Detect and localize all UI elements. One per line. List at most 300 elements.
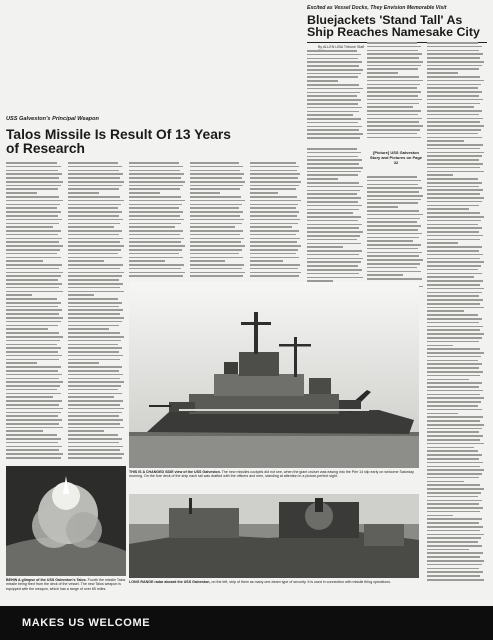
text-line (129, 211, 183, 213)
text-line (427, 103, 480, 105)
text-line (307, 220, 358, 222)
text-line (250, 268, 298, 270)
text-line (129, 234, 180, 236)
text-line (190, 185, 243, 187)
text-line (367, 206, 398, 208)
text-line (307, 129, 359, 131)
ship-caption-text: The new missiles cockpits did not see, when the giant cruiser was easing into the Pier 14 slip early on welcome Saturday morning. On the fore deck of the ship each rail was drafted with the officers and men, standing at attention in a picture-perfect sight. (129, 470, 414, 479)
text-line (250, 264, 300, 266)
text-line (427, 68, 479, 70)
text-line (427, 295, 479, 297)
text-line (307, 133, 363, 135)
text-line (190, 204, 242, 206)
text-line (427, 76, 480, 78)
text-line (6, 215, 58, 217)
text-line (6, 446, 62, 448)
text-line (68, 359, 120, 361)
text-line (68, 230, 122, 232)
text-line (427, 477, 479, 479)
text-line (68, 362, 99, 364)
footer-text: MAKES US WELCOME (22, 617, 151, 629)
text-line (427, 575, 480, 577)
text-line (367, 121, 419, 123)
text-line (367, 184, 418, 186)
text-line (367, 118, 422, 120)
text-line (129, 275, 183, 277)
text-line (427, 322, 479, 324)
text-line (250, 226, 292, 228)
text-line (367, 80, 423, 82)
text-line (250, 181, 301, 183)
text-line (6, 306, 58, 308)
text-line (6, 223, 59, 225)
text-line (307, 92, 360, 94)
text-line (427, 87, 478, 89)
text-line (6, 245, 63, 247)
text-line (367, 53, 422, 55)
text-line (307, 107, 362, 109)
text-line (307, 99, 361, 101)
text-line (427, 125, 484, 127)
text-line (68, 253, 118, 255)
text-line (307, 171, 361, 173)
text-line (427, 57, 480, 59)
text-line (6, 415, 58, 417)
text-line (190, 173, 244, 175)
text-line (68, 396, 114, 398)
left-column-5 (250, 162, 302, 280)
text-line (307, 258, 363, 260)
text-line (6, 287, 59, 289)
text-line (6, 430, 43, 432)
text-line (427, 129, 481, 131)
text-line (307, 265, 358, 267)
text-line (250, 196, 297, 198)
text-line (367, 221, 417, 223)
text-line (367, 225, 421, 227)
text-line (427, 571, 483, 573)
text-line (307, 76, 358, 78)
text-line (68, 374, 123, 376)
text-line (129, 204, 182, 206)
text-line (250, 215, 297, 217)
text-line (6, 291, 63, 293)
text-line (367, 103, 419, 105)
text-line (307, 239, 357, 241)
text-line (6, 347, 61, 349)
text-line (307, 167, 363, 169)
text-line (6, 272, 63, 274)
text-line (68, 170, 119, 172)
text-line (190, 181, 245, 183)
text-line (427, 106, 474, 108)
missile-launch-photo (6, 466, 126, 576)
text-line (427, 333, 484, 335)
text-line (68, 385, 121, 387)
text-line (68, 223, 120, 225)
text-line (427, 171, 484, 173)
text-line (367, 248, 418, 250)
text-line (129, 188, 180, 190)
text-line (68, 162, 118, 164)
text-line (190, 268, 242, 270)
text-line (129, 238, 184, 240)
text-line (68, 275, 122, 277)
text-line (6, 257, 61, 259)
text-line (367, 46, 421, 48)
text-line (6, 177, 59, 179)
text-line (6, 400, 62, 402)
text-line (367, 50, 418, 52)
text-line (6, 207, 57, 209)
text-line (427, 235, 483, 237)
text-line (250, 257, 299, 259)
text-line (6, 162, 57, 164)
missile-caption-lead: BEHIN A glimpse of the USS Galveston's Talos. (6, 578, 87, 582)
text-line (307, 193, 357, 195)
text-line (427, 405, 478, 407)
radar-deck-photo (129, 494, 419, 578)
text-line (6, 294, 32, 296)
text-line (367, 210, 419, 212)
text-line (6, 412, 61, 414)
text-line (367, 72, 398, 74)
text-line (367, 87, 417, 89)
ship-photo-image (129, 282, 419, 468)
text-line (307, 277, 363, 279)
text-line (427, 518, 482, 520)
text-line (190, 215, 240, 217)
text-line (6, 204, 60, 206)
text-line (6, 234, 58, 236)
text-line (68, 408, 124, 410)
text-line (427, 258, 480, 260)
text-line (367, 106, 413, 108)
right-column-5 (367, 176, 424, 290)
radar-photo-caption (129, 580, 419, 600)
text-line (367, 274, 403, 276)
text-line (6, 393, 61, 395)
text-line (190, 223, 242, 225)
text-line (427, 379, 469, 381)
text-line (68, 302, 122, 304)
text-line (68, 430, 104, 432)
text-line (367, 110, 421, 112)
text-line (427, 560, 484, 562)
text-line (68, 355, 123, 357)
text-line (68, 211, 122, 213)
text-line (427, 367, 479, 369)
text-line (307, 84, 359, 86)
text-line (6, 344, 57, 346)
text-line (427, 345, 453, 347)
text-line (68, 200, 124, 202)
text-line (307, 152, 361, 154)
text-line (6, 283, 62, 285)
radar-deck-image (129, 494, 419, 578)
text-line (427, 469, 484, 471)
text-line (367, 237, 419, 239)
text-line (367, 95, 418, 97)
text-line (190, 170, 240, 172)
text-line (190, 226, 235, 228)
text-line (6, 241, 59, 243)
text-line (6, 264, 62, 266)
text-line (6, 359, 59, 361)
text-line (68, 400, 123, 402)
text-line (427, 159, 479, 161)
text-line (427, 466, 480, 468)
text-line (250, 207, 296, 209)
text-line (367, 125, 423, 127)
text-line (68, 279, 119, 281)
text-line (427, 526, 483, 528)
text-line (427, 450, 478, 452)
text-line (6, 449, 59, 451)
text-line (68, 446, 123, 448)
text-line (6, 170, 58, 172)
text-line (307, 73, 361, 75)
text-line (427, 299, 483, 301)
text-line (307, 250, 362, 252)
text-line (68, 166, 122, 168)
text-line (307, 156, 358, 158)
text-line (129, 200, 185, 202)
text-line (129, 173, 184, 175)
text-line (427, 224, 478, 226)
text-line (427, 534, 484, 536)
text-line (6, 173, 62, 175)
text-line (250, 177, 298, 179)
text-line (307, 174, 358, 176)
text-line (427, 220, 481, 222)
text-line (427, 488, 484, 490)
text-line (190, 188, 240, 190)
text-line (307, 80, 338, 82)
text-line (427, 261, 484, 263)
text-line (250, 238, 300, 240)
text-line (68, 347, 122, 349)
text-line (68, 207, 118, 209)
text-line (307, 273, 359, 275)
right-column-1 (307, 50, 364, 144)
text-line (427, 307, 484, 309)
text-line (6, 226, 53, 228)
right-headline: Bluejackets 'Stand Tall' As Ship Reaches Namesake City (307, 13, 480, 40)
text-line (6, 181, 63, 183)
text-line (427, 133, 478, 135)
text-line (367, 91, 421, 93)
text-line (250, 245, 301, 247)
text-line (367, 84, 420, 86)
text-line (68, 204, 121, 206)
text-line (190, 196, 241, 198)
text-line (427, 50, 479, 52)
text-line (427, 439, 480, 441)
text-line (367, 259, 423, 261)
text-line (307, 69, 363, 71)
text-line (6, 389, 57, 391)
text-line (129, 253, 179, 255)
text-line (6, 313, 59, 315)
text-line (307, 209, 359, 211)
text-line (427, 269, 478, 271)
text-line (427, 163, 483, 165)
text-line (250, 200, 301, 202)
text-line (427, 568, 479, 570)
text-line (6, 336, 63, 338)
text-line (307, 58, 358, 60)
text-line (427, 428, 482, 430)
text-line (250, 241, 297, 243)
missile-photo-caption (6, 578, 126, 602)
text-line (367, 129, 420, 131)
text-line (367, 199, 421, 201)
text-line (250, 192, 278, 194)
text-line (6, 385, 60, 387)
text-line (367, 195, 423, 197)
text-line (68, 370, 119, 372)
text-line (68, 260, 104, 262)
text-line (427, 413, 458, 415)
text-line (427, 416, 483, 418)
ship-photo (129, 282, 419, 468)
text-line (307, 216, 361, 218)
text-line (190, 275, 243, 277)
text-line (68, 351, 119, 353)
text-line (6, 321, 61, 323)
text-line (427, 522, 479, 524)
text-line (6, 219, 62, 221)
text-line (68, 306, 119, 308)
text-line (307, 178, 338, 180)
text-line (6, 442, 58, 444)
text-line (129, 230, 183, 232)
text-line (190, 238, 244, 240)
text-line (68, 434, 118, 436)
text-line (427, 276, 474, 278)
text-line (129, 192, 160, 194)
text-line (129, 166, 183, 168)
text-line (367, 61, 423, 63)
text-line (129, 257, 183, 259)
text-line (367, 252, 422, 254)
text-line (307, 148, 357, 150)
text-line (68, 215, 119, 217)
text-line (6, 196, 59, 198)
text-line (427, 280, 483, 282)
text-line (427, 152, 484, 154)
text-line (190, 253, 239, 255)
text-line (6, 370, 58, 372)
text-line (367, 240, 413, 242)
text-line (427, 254, 483, 256)
text-line (6, 185, 61, 187)
text-line (427, 420, 480, 422)
left-kicker: USS Galveston's Principal Weapon (6, 116, 99, 122)
text-line (6, 238, 62, 240)
text-line (68, 287, 120, 289)
text-line (427, 397, 484, 399)
text-line (427, 239, 480, 241)
text-line (427, 348, 480, 350)
text-line (427, 167, 480, 169)
text-line (427, 537, 481, 539)
text-line (6, 260, 43, 262)
text-line (367, 255, 419, 257)
text-line (68, 188, 119, 190)
text-line (250, 166, 299, 168)
text-line (427, 110, 482, 112)
text-line (427, 473, 482, 475)
text-line (129, 177, 181, 179)
text-line (6, 200, 63, 202)
text-line (307, 235, 360, 237)
right-byline: By ALLEN LIBA Tribune Staff (318, 45, 365, 49)
text-line (427, 545, 482, 547)
text-line (427, 552, 483, 554)
text-line (129, 215, 180, 217)
continued-note: [Picture] USS Galveston Story and Pictures on Page 32 (370, 150, 422, 165)
text-line (427, 462, 483, 464)
text-line (190, 249, 242, 251)
text-line (68, 332, 120, 334)
text-line (6, 332, 59, 334)
text-line (250, 204, 298, 206)
text-line (427, 65, 482, 67)
text-line (68, 298, 118, 300)
text-line (129, 226, 175, 228)
text-line (6, 253, 57, 255)
text-line (427, 390, 483, 392)
text-line (427, 72, 458, 74)
text-line (129, 249, 182, 251)
text-line (68, 442, 119, 444)
text-line (307, 88, 363, 90)
text-line (250, 272, 301, 274)
text-line (190, 260, 225, 262)
text-line (307, 137, 360, 139)
text-line (427, 564, 482, 566)
text-line (307, 231, 363, 233)
text-line (6, 328, 48, 330)
text-line (427, 496, 478, 498)
text-line (307, 54, 361, 56)
text-line (427, 375, 480, 377)
text-line (427, 61, 484, 63)
text-line (129, 219, 184, 221)
text-line (307, 65, 359, 67)
text-line (68, 344, 118, 346)
text-line (367, 263, 420, 265)
text-line (307, 254, 359, 256)
text-line (307, 182, 359, 184)
text-line (427, 386, 479, 388)
left-column-2 (68, 162, 125, 464)
text-line (427, 352, 484, 354)
text-line (129, 223, 181, 225)
text-line (68, 438, 122, 440)
text-line (6, 230, 61, 232)
text-line (427, 84, 481, 86)
text-line (427, 212, 480, 214)
text-line (427, 458, 479, 460)
text-line (68, 245, 124, 247)
text-line (367, 233, 422, 235)
text-line (367, 187, 422, 189)
text-line (68, 294, 94, 296)
text-line (427, 201, 482, 203)
